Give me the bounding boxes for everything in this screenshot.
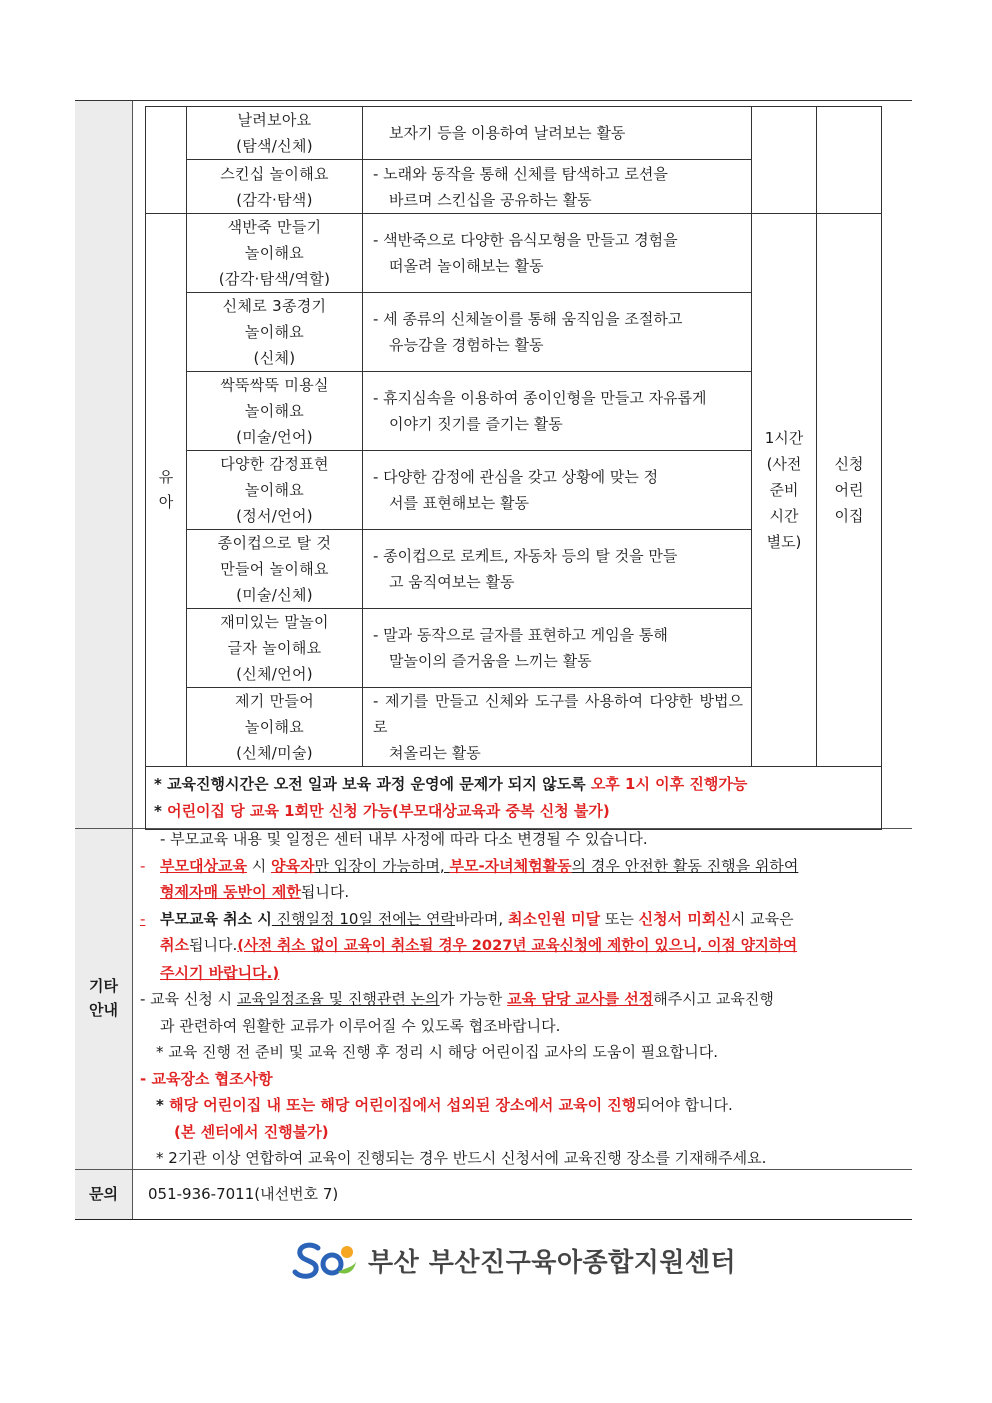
program-row [146,107,882,160]
description-line: 이야기 짓기를 즐기는 활동 [389,415,563,433]
notes-row [146,767,882,830]
description-line: 쳐올리는 활동 [389,744,481,762]
place-cell: 신청 어린 이집 [817,214,882,767]
section-label-guide [75,829,133,1169]
guide-item: * 2기관 이상 연합하여 교육이 진행되는 경우 반드시 신청서에 교육진행 장소를 기재해주세요. [156,1149,767,1167]
description-line: 말놀이의 즐거움을 느끼는 활동 [389,652,592,670]
contact-phone: 051-936-7011(내선번호 7) [148,1185,339,1203]
table-bottom-border [75,1219,912,1220]
table-top-border [75,100,912,101]
guide-item: - 교육 신청 시 교육일정조율 및 진행관련 논의가 가능한 교육 담당 교사를 선정해주시고 교육진행 과 관련하여 원활한 교류가 이루어질 수 있도록 협조바랍니다. [140,990,774,1035]
program-description [363,688,752,767]
program-name: 싹뚝싹뚝 미용실 놀이해요 (미술/언어) [187,372,363,451]
description-line: - 다양한 감정에 관심을 갖고 상황에 맞는 정 [373,468,659,486]
description-line: 고 움직여보는 활동 [389,573,515,591]
category-cell-infant: 유 아 [146,214,187,767]
program-name: 다양한 감정표현 놀이해요 (정서/언어) [187,451,363,530]
guide-item: - 교육장소 협조사항 [140,1069,273,1088]
footer-title: 부산 부산진구육아종합지원센터 [368,1247,737,1278]
program-name: 스킨십 놀이해요 (감각·탐색) [187,160,363,214]
program-name: 날려보아요 (탐색/신체) [187,107,363,160]
program-name: 종이컵으로 탈 것 만들어 놀이해요 (미술/신체) [187,530,363,609]
description-line: - 휴지심속을 이용하여 종이인형을 만들고 자유롭게 [373,389,707,407]
program-description [363,107,752,160]
program-description [363,451,752,530]
section-label-programs [75,101,133,828]
center-logo-icon [292,1238,358,1282]
description-line: 보자기 등을 이용하여 날려보는 활동 [389,124,626,142]
time-cell: 1시간 (사전 준비 시간 별도) [752,214,817,767]
guide-label: 기타 안내 [89,977,118,1019]
place-cell [817,107,882,214]
program-description [363,214,752,293]
program-row [146,214,882,293]
description-line: - 세 종류의 신체놀이를 통해 움직임을 조절하고 [373,310,683,328]
program-name: 색반죽 만들기 놀이해요 (감각·탐색/역할) [187,214,363,293]
section-label-contact [75,1170,133,1219]
guide-item: - 부모대상교육 시 양육자만 입장이 가능하며, 부모-자녀체험활동의 경우 안전한 활동 진행을 위하여 형제자매 동반이 제한됩니다. [140,856,799,901]
description-line: - 말과 동작으로 글자를 표현하고 게임을 통해 [373,626,668,644]
program-description [363,160,752,214]
program-name: 신체로 3종경기 놀이해요 (신체) [187,293,363,372]
program-name: 제기 만들어 놀이해요 (신체/미술) [187,688,363,767]
contact-label: 문의 [89,1185,118,1203]
category-cell [146,107,187,214]
guide-item: * 교육 진행 전 준비 및 교육 진행 후 정리 시 해당 어린이집 교사의 도움이 필요합니다. [156,1043,718,1061]
description-line: 바르며 스킨십을 공유하는 활동 [389,190,592,209]
description-line: - 색반죽으로 다양한 음식모형을 만들고 경험을 [373,231,678,249]
program-table [145,106,882,830]
program-description [363,609,752,688]
description-line: - 제기를 만들고 신체와 도구를 사용하여 다양한 방법으로 [373,692,743,736]
description-line: 떠올려 놀이해보는 활동 [389,257,544,275]
description-line: 서를 표현해보는 활동 [389,494,529,512]
time-cell [752,107,817,214]
description-line: - 종이컵으로 로케트, 자동차 등의 탈 것을 만들 [373,547,678,565]
guide-item: - 부모교육 취소 시 진행일정 10일 전에는 연락바라며, 최소인원 미달 또는 신청서 미회신시 교육은 취소됩니다.(사전 취소 없이 교육이 취소될 경우 2027년 교육신청에 제한이 있으니, 이점 양지하여 주시기 바랍니다.) [140,909,798,982]
guide-item: * 해당 어린이집 내 또는 해당 어린이집에서 섭외된 장소에서 교육이 진행되어야 합니다. [156,1096,733,1114]
program-description [363,530,752,609]
guide-item: - 부모교육 내용 및 일정은 센터 내부 사정에 따라 다소 변경될 수 있습니다. [160,830,648,848]
description-line: - 노래와 동작을 통해 신체를 탐색하고 로션을 [373,164,668,183]
program-name: 재미있는 말놀이 글자 놀이해요 (신체/언어) [187,609,363,688]
program-description [363,372,752,451]
program-description [363,293,752,372]
footer-logo [292,1238,736,1282]
notes-cell: * 교육진행시간은 오전 일과 보육 과정 운영에 문제가 되지 않도록 오후 1시 이후 진행가능 * 어린이집 당 교육 1회만 신청 가능(부모대상교육과 중복 신청 불가) [146,767,882,830]
description-line: 유능감을 경험하는 활동 [389,336,544,354]
guide-text [140,829,906,1172]
guide-item: (본 센터에서 진행불가) [174,1122,329,1141]
